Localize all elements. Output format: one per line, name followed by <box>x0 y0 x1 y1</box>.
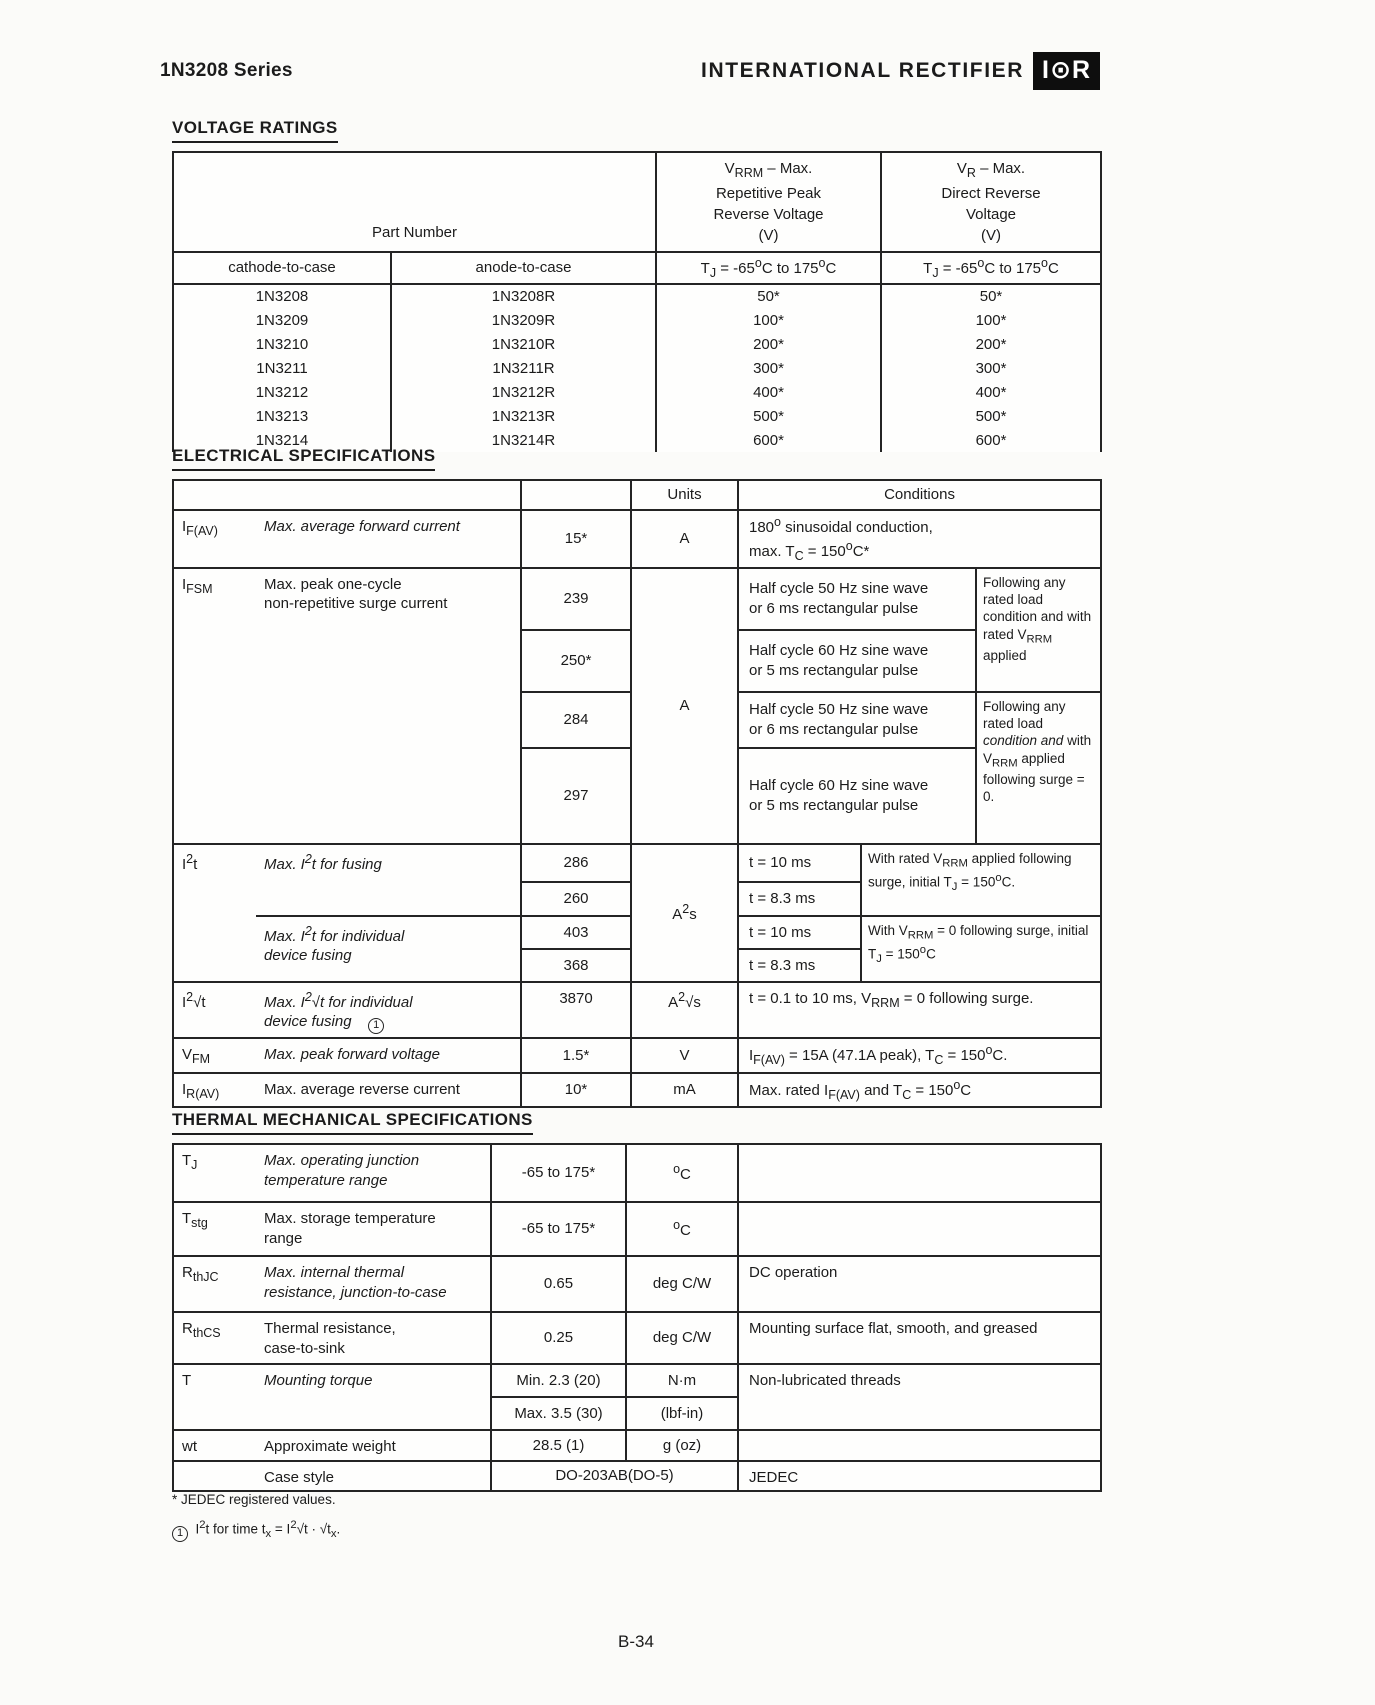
table-row <box>173 1256 1101 1312</box>
footnotes <box>172 1486 340 1547</box>
anode-part-cell: 1N3214R <box>391 428 656 452</box>
electrical-specifications-section <box>172 446 1102 1108</box>
cathode-part-cell: 1N3208 <box>173 284 391 308</box>
value-cell: 28.5 (1) <box>491 1430 626 1461</box>
vr-value-cell: 300* <box>881 356 1101 380</box>
description-cell: Max. storage temperature range <box>256 1202 491 1256</box>
conditions-cell: Half cycle 60 Hz sine wave or 5 ms rectangular pulse <box>738 748 976 844</box>
vr-value-cell: 200* <box>881 332 1101 356</box>
table-row <box>173 568 1101 630</box>
symbol-cell: $R_{thCS}$ <box>173 1312 256 1364</box>
value-cell: Min. 2.3 (20) <box>491 1364 626 1397</box>
table-row <box>173 404 1101 428</box>
vr-value-cell: 500* <box>881 404 1101 428</box>
value-cell: 239 <box>521 568 631 630</box>
description-cell: Mounting torque <box>256 1364 491 1430</box>
description-cell: Max. peak forward voltage <box>256 1038 521 1072</box>
description-cell: Max. $I^2t$ for individual device fusing <box>256 916 521 982</box>
conditions-cell: Non-lubricated threads <box>738 1364 1101 1430</box>
electrical-specifications-title: ELECTRICAL SPECIFICATIONS <box>172 446 435 471</box>
symbol-cell: $T_{stg}$ <box>173 1202 256 1256</box>
vrrm-value-cell: 100* <box>656 308 881 332</box>
symbol-cell: $T_J$ <box>173 1144 256 1202</box>
table-row <box>173 1038 1101 1072</box>
table-row <box>173 1144 1101 1202</box>
description-cell: Max. peak one-cycle non-repetitive surge current <box>256 568 521 844</box>
table-row <box>173 844 1101 882</box>
conditions-cell: $I_{F(AV)} = 15A$ (47.1A peak), $T_C = 150^oC$. <box>738 1038 1101 1072</box>
condition-time-cell: t = 8.3 ms <box>738 949 861 982</box>
vr-value-cell: 600* <box>881 428 1101 452</box>
conditions-cell: JEDEC <box>738 1461 1101 1492</box>
thermal-mechanical-title: THERMAL MECHANICAL SPECIFICATIONS <box>172 1110 533 1135</box>
vrrm-value-cell: 300* <box>656 356 881 380</box>
table-row <box>173 356 1101 380</box>
conditions-cell: DC operation <box>738 1256 1101 1312</box>
footnote-jedec: * JEDEC registered values. <box>172 1492 336 1507</box>
voltage-ratings-section <box>172 118 1102 452</box>
condition-note-cell: Following any rated load condition and with rated $V_{RRM}$ applied <box>976 568 1101 692</box>
cathode-part-cell: 1N3211 <box>173 356 391 380</box>
table-row <box>173 308 1101 332</box>
table-row <box>173 380 1101 404</box>
value-cell: 284 <box>521 692 631 748</box>
units-cell: (lbf-in) <box>626 1397 738 1430</box>
condition-time-cell: t = 10 ms <box>738 844 861 882</box>
table-row <box>173 1202 1101 1256</box>
anode-part-cell: 1N3210R <box>391 332 656 356</box>
description-cell: Thermal resistance, case-to-sink <box>256 1312 491 1364</box>
vrrm-header-cell: $V_{RRM}$ – Max. Repetitive Peak Reverse Voltage (V) <box>656 152 881 252</box>
units-cell: A <box>631 510 738 568</box>
units-cell: V <box>631 1038 738 1072</box>
condition-note-cell: With rated $V_{RRM}$ applied following surge, initial $T_J = 150^oC$. <box>861 844 1101 916</box>
value-cell: 368 <box>521 949 631 982</box>
symbol-cell: $I_{FSM}$ <box>173 568 256 844</box>
value-cell: 260 <box>521 882 631 916</box>
conditions-cell <box>738 1430 1101 1461</box>
cathode-part-cell: 1N3213 <box>173 404 391 428</box>
conditions-cell: 180$^o$ sinusoidal conduction, max. $T_C = 150^oC*$ <box>738 510 1101 568</box>
conditions-cell: Half cycle 50 Hz sine wave or 6 ms rectangular pulse <box>738 568 976 630</box>
anode-part-cell: 1N3211R <box>391 356 656 380</box>
empty-header-cell <box>173 480 521 510</box>
page-header <box>160 52 1100 90</box>
units-cell: $^o$C <box>626 1202 738 1256</box>
value-cell: DO-203AB(DO-5) <box>491 1461 738 1492</box>
symbol-cell: $I_{R(AV)}$ <box>173 1073 256 1107</box>
brand-name: INTERNATIONAL RECTIFIER <box>701 59 1025 82</box>
units-cell: $^o$C <box>626 1144 738 1202</box>
description-cell: Max. internal thermal resistance, junction-to-case <box>256 1256 491 1312</box>
description-cell: Max. operating junction temperature range <box>256 1144 491 1202</box>
value-cell: Max. 3.5 (30) <box>491 1397 626 1430</box>
symbol-cell: wt <box>173 1430 256 1461</box>
anode-part-cell: 1N3212R <box>391 380 656 404</box>
table-row <box>173 332 1101 356</box>
description-cell: Max. average reverse current <box>256 1073 521 1107</box>
value-cell: 1.5* <box>521 1038 631 1072</box>
units-cell: A <box>631 568 738 844</box>
value-cell: 0.65 <box>491 1256 626 1312</box>
vrrm-value-cell: 50* <box>656 284 881 308</box>
cathode-header-cell: cathode-to-case <box>173 252 391 284</box>
description-cell: Max. $I^2√t$ for individual device fusing 1 <box>256 982 521 1039</box>
anode-part-cell: 1N3209R <box>391 308 656 332</box>
table-row <box>173 480 1101 510</box>
cathode-part-cell: 1N3214 <box>173 428 391 452</box>
units-cell: deg C/W <box>626 1312 738 1364</box>
table-row <box>173 1073 1101 1107</box>
vrrm-value-cell: 400* <box>656 380 881 404</box>
symbol-cell: $I_{F(AV)}$ <box>173 510 256 568</box>
units-cell: $A^2s$ <box>631 844 738 982</box>
table-row <box>173 1430 1101 1461</box>
conditions-cell: t = 0.1 to 10 ms, $V_{RRM} = 0$ following surge. <box>738 982 1101 1039</box>
description-cell: Max. average forward current <box>256 510 521 568</box>
condition-note-cell: With $V_{RRM} = 0$ following surge, initial $T_J = 150^oC$ <box>861 916 1101 982</box>
thermal-mechanical-section <box>172 1110 1102 1492</box>
conditions-cell: Mounting surface flat, smooth, and greased <box>738 1312 1101 1364</box>
cathode-part-cell: 1N3209 <box>173 308 391 332</box>
units-cell: deg C/W <box>626 1256 738 1312</box>
vrrm-value-cell: 500* <box>656 404 881 428</box>
brand-block <box>701 52 1100 90</box>
cathode-part-cell: 1N3210 <box>173 332 391 356</box>
anode-part-cell: 1N3208R <box>391 284 656 308</box>
anode-header-cell: anode-to-case <box>391 252 656 284</box>
brand-logo: I⊙R <box>1033 52 1100 90</box>
value-cell: 286 <box>521 844 631 882</box>
conditions-cell: Half cycle 50 Hz sine wave or 6 ms rectangular pulse <box>738 692 976 748</box>
symbol-cell: $I^2t$ <box>173 844 256 982</box>
description-cell: Max. $I^2t$ for fusing <box>256 844 521 916</box>
conditions-header-cell: Conditions <box>738 480 1101 510</box>
page-number: B-34 <box>618 1632 654 1651</box>
units-cell: N·m <box>626 1364 738 1397</box>
value-cell: -65 to 175* <box>491 1202 626 1256</box>
vr-value-cell: 100* <box>881 308 1101 332</box>
condition-note-cell: Following any rated load condition and with $V_{RRM}$ applied following surge = 0. <box>976 692 1101 844</box>
table-row <box>173 1312 1101 1364</box>
value-cell: 250* <box>521 630 631 692</box>
empty-header-cell <box>521 480 631 510</box>
value-cell: 403 <box>521 916 631 949</box>
conditions-cell: Max. rated $I_{F(AV)}$ and $T_C = 150^oC$ <box>738 1073 1101 1107</box>
footnote-i2t-formula: 1 $I^2t$ for time $t_x = I^2√t \cdot √t_x$. <box>172 1514 340 1547</box>
table-row <box>173 284 1101 308</box>
condition-time-cell: t = 10 ms <box>738 916 861 949</box>
table-row <box>173 510 1101 568</box>
tj-range-cell: $T_J = -65^oC$ to 175$^o$C <box>881 252 1101 284</box>
table-row <box>173 982 1101 1039</box>
conditions-cell <box>738 1202 1101 1256</box>
vr-value-cell: 400* <box>881 380 1101 404</box>
vr-value-cell: 50* <box>881 284 1101 308</box>
description-cell: Case style <box>256 1461 491 1492</box>
part-number-header-cell: Part Number <box>173 152 656 252</box>
cathode-part-cell: 1N3212 <box>173 380 391 404</box>
symbol-cell: $I^2√t$ <box>173 982 256 1039</box>
condition-time-cell: t = 8.3 ms <box>738 882 861 916</box>
conditions-cell <box>738 1144 1101 1202</box>
conditions-cell: Half cycle 60 Hz sine wave or 5 ms rectangular pulse <box>738 630 976 692</box>
value-cell: 15* <box>521 510 631 568</box>
vrrm-value-cell: 600* <box>656 428 881 452</box>
electrical-specifications-table <box>172 479 1102 1108</box>
description-cell: Approximate weight <box>256 1430 491 1461</box>
value-cell: 3870 <box>521 982 631 1039</box>
voltage-ratings-table <box>172 151 1102 452</box>
symbol-cell: $V_{FM}$ <box>173 1038 256 1072</box>
units-cell: g (oz) <box>626 1430 738 1461</box>
value-cell: -65 to 175* <box>491 1144 626 1202</box>
tj-range-cell: $T_J = -65^oC$ to 175$^o$C <box>656 252 881 284</box>
units-header-cell: Units <box>631 480 738 510</box>
vrrm-value-cell: 200* <box>656 332 881 356</box>
units-cell: $A^2√s$ <box>631 982 738 1039</box>
symbol-cell: T <box>173 1364 256 1430</box>
table-row <box>173 152 1101 252</box>
units-cell: mA <box>631 1073 738 1107</box>
value-cell: 297 <box>521 748 631 844</box>
symbol-cell: $R_{thJC}$ <box>173 1256 256 1312</box>
table-row <box>173 252 1101 284</box>
voltage-ratings-title: VOLTAGE RATINGS <box>172 118 338 143</box>
value-cell: 0.25 <box>491 1312 626 1364</box>
thermal-mechanical-table <box>172 1143 1102 1492</box>
table-row <box>173 1364 1101 1397</box>
value-cell: 10* <box>521 1073 631 1107</box>
vr-header-cell: $V_R$ – Max. Direct Reverse Voltage (V) <box>881 152 1101 252</box>
doc-series-title: 1N3208 Series <box>160 60 293 81</box>
anode-part-cell: 1N3213R <box>391 404 656 428</box>
